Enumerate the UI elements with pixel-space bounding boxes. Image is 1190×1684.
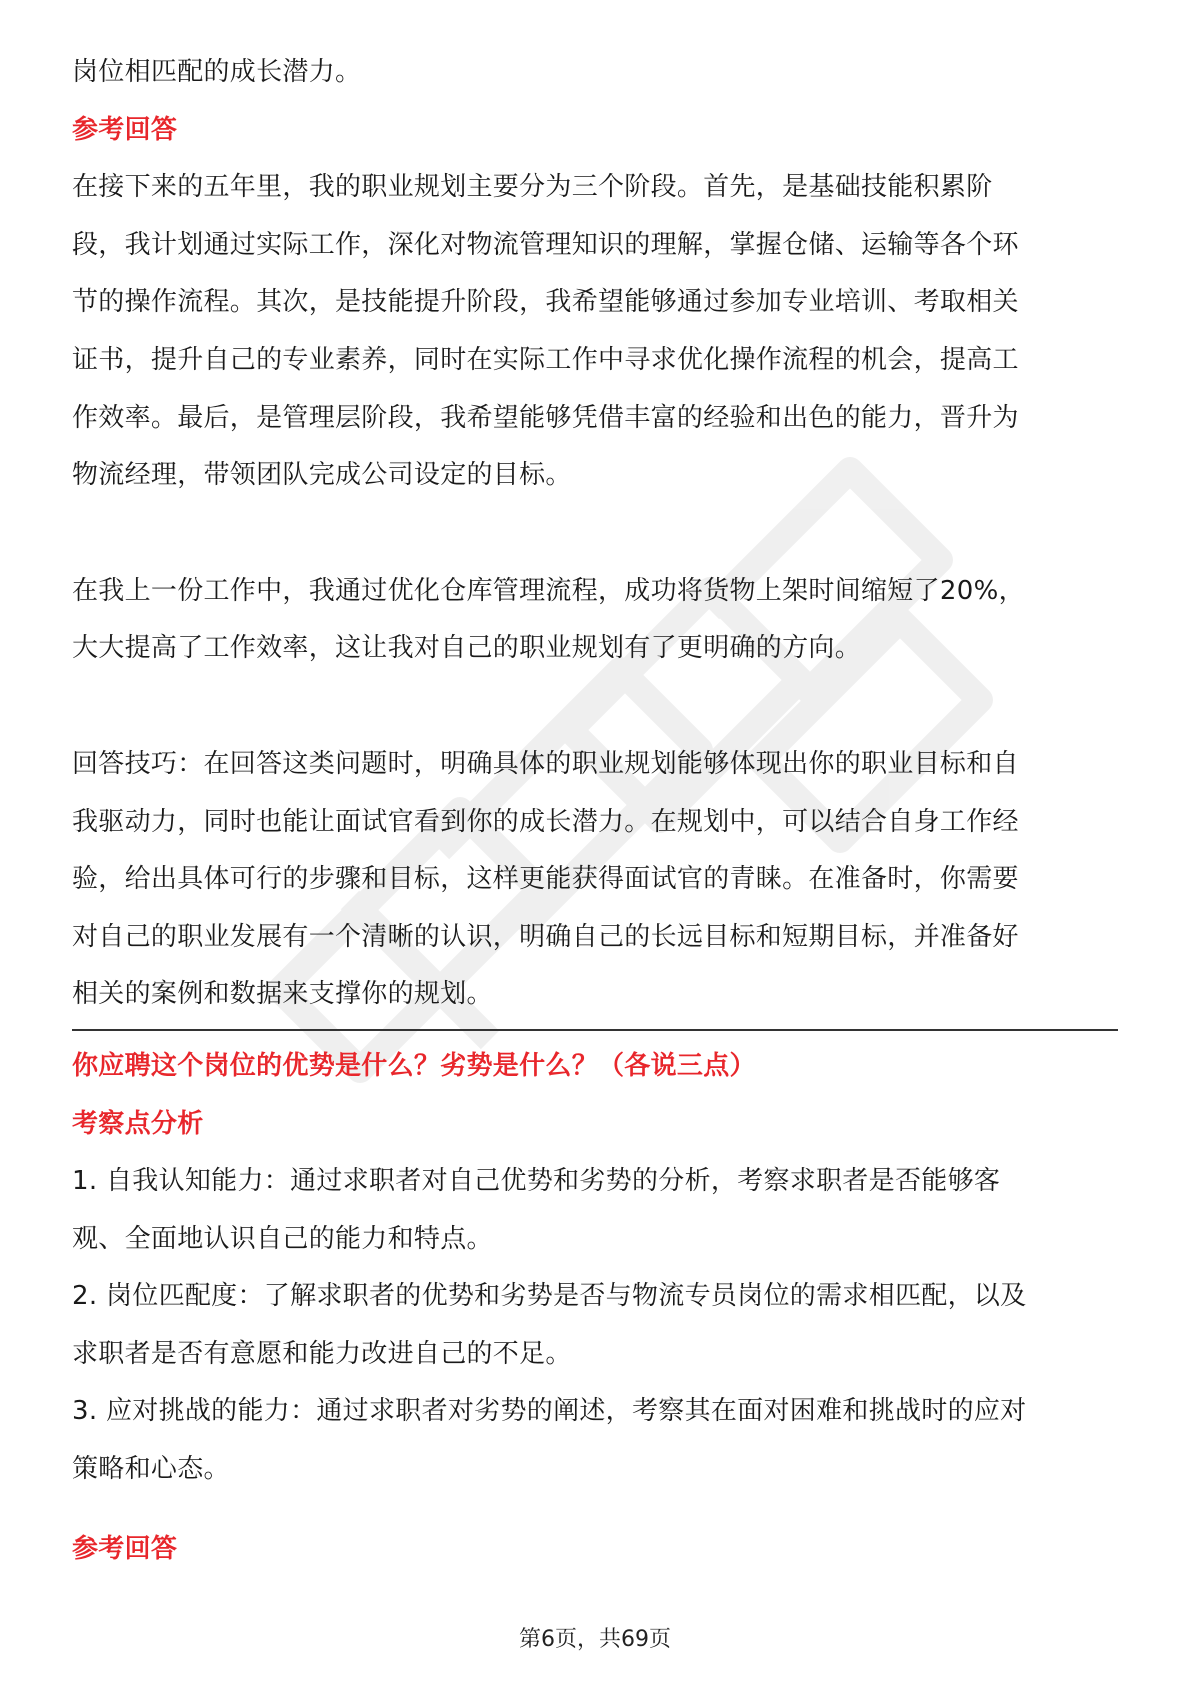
section-divider xyxy=(72,1029,1118,1031)
paragraph-gap xyxy=(72,505,1118,563)
text-line: 验，给出具体可行的步骤和目标，这样更能获得面试官的青睐。在准备时，你需要 xyxy=(72,864,1019,895)
question-heading: 你应聘这个岗位的优势是什么？劣势是什么？（各说三点） xyxy=(72,1050,756,1081)
text-line: 3. 应对挑战的能力：通过求职者对劣势的阐述，考察其在面对困难和挑战时的应对 xyxy=(72,1396,1027,1427)
document-page xyxy=(72,44,1118,1578)
text-line: 我驱动力，同时也能让面试官看到你的成长潜力。在规划中，可以结合自身工作经 xyxy=(72,806,1019,837)
analysis-points xyxy=(72,1153,1118,1499)
text-line: 证书，提升自己的专业素养，同时在实际工作中寻求优化操作流程的机会，提高工 xyxy=(72,344,1019,375)
tips-paragraph xyxy=(72,736,1118,1024)
text-line: 段，我计划通过实际工作，深化对物流管理知识的理解，掌握仓储、运输等各个环 xyxy=(72,229,1019,260)
answer-paragraph-2 xyxy=(72,563,1118,678)
paragraph-gap xyxy=(72,678,1118,736)
answer-heading: 参考回答 xyxy=(72,114,178,145)
text-line: 在我上一份工作中，我通过优化仓库管理流程，成功将货物上架时间缩短了20%， xyxy=(72,575,1025,606)
text-line: 对自己的职业发展有一个清晰的认识，明确自己的长远目标和短期目标，并准备好 xyxy=(72,921,1019,952)
text-line: 在接下来的五年里，我的职业规划主要分为三个阶段。首先，是基础技能积累阶 xyxy=(72,172,993,203)
text-line: 1. 自我认知能力：通过求职者对自己优势和劣势的分析，考察求职者是否能够客 xyxy=(72,1166,1001,1197)
intro-line: 岗位相匹配的成长潜力。 xyxy=(72,57,362,87)
text-line: 求职者是否有意愿和能力改进自己的不足。 xyxy=(72,1338,572,1369)
text-line: 大大提高了工作效率，这让我对自己的职业规划有了更明确的方向。 xyxy=(72,633,862,664)
text-line: 物流经理，带领团队完成公司设定的目标。 xyxy=(72,460,572,491)
answer-paragraph-1 xyxy=(72,159,1118,505)
text-line: 作效率。最后，是管理层阶段，我希望能够凭借丰富的经验和出色的能力，晋升为 xyxy=(72,402,1019,433)
text-line: 观、全面地认识自己的能力和特点。 xyxy=(72,1223,493,1254)
analysis-heading: 考察点分析 xyxy=(72,1108,204,1139)
text-line: 2. 岗位匹配度：了解求职者的优势和劣势是否与物流专员岗位的需求相匹配，以及 xyxy=(72,1281,1027,1312)
text-line: 相关的案例和数据来支撑你的规划。 xyxy=(72,979,493,1010)
text-line: 策略和心态。 xyxy=(72,1454,230,1485)
page-number: 第6页，共69页 xyxy=(519,1627,671,1652)
text-line: 节的操作流程。其次，是技能提升阶段，我希望能够通过参加专业培训、考取相关 xyxy=(72,287,1019,318)
answer-heading-2: 参考回答 xyxy=(72,1533,178,1564)
text-line: 回答技巧：在回答这类问题时，明确具体的职业规划能够体现出你的职业目标和自 xyxy=(72,748,1019,779)
